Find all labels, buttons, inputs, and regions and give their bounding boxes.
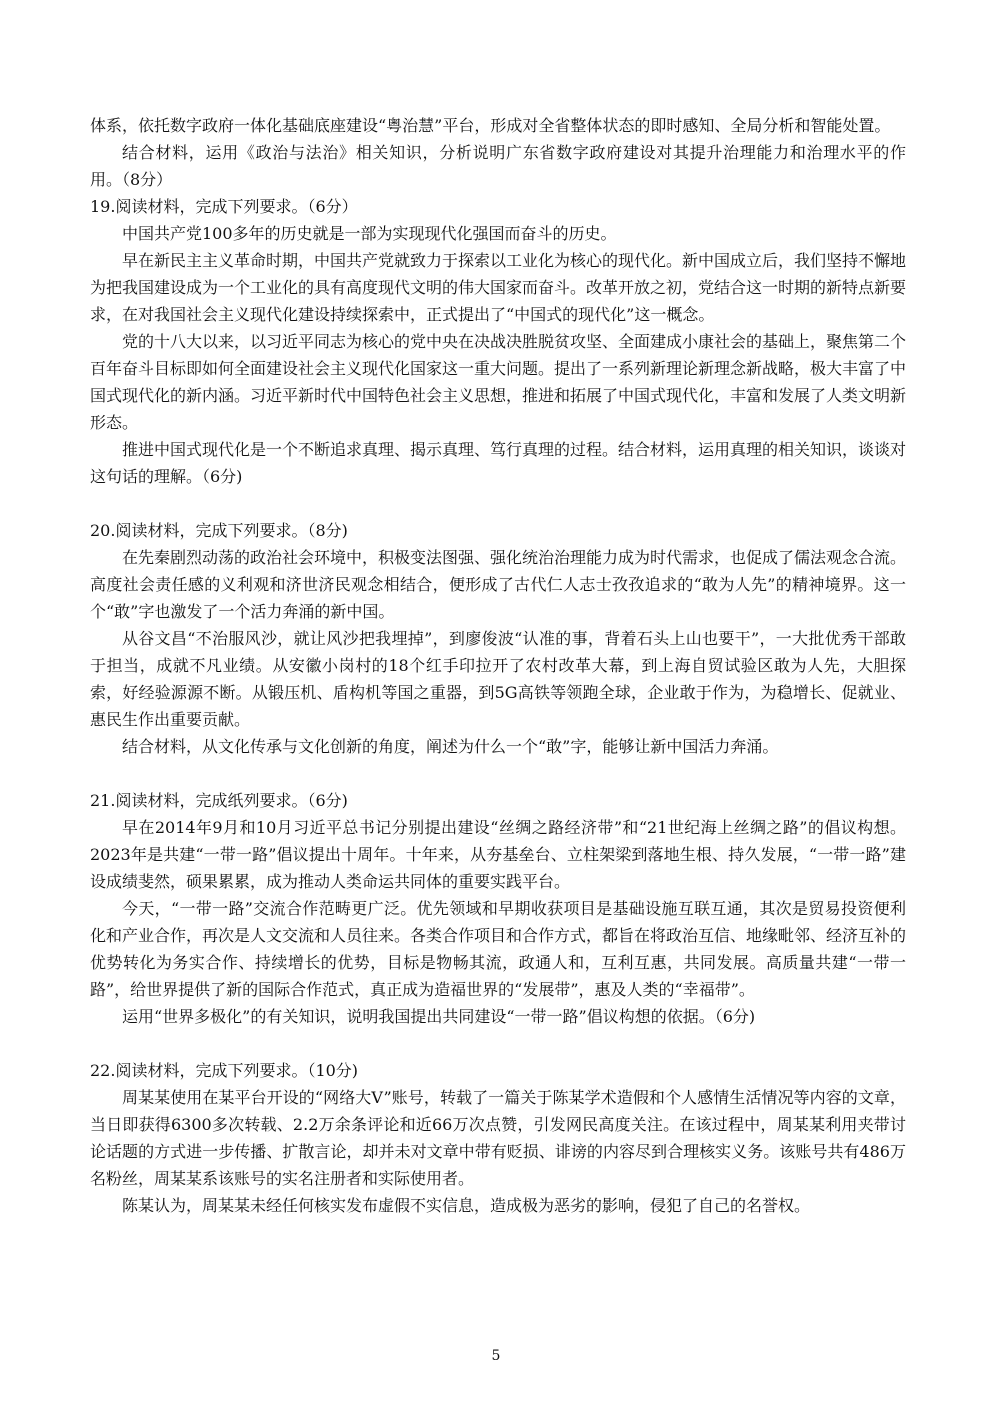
- q19-task: 推进中国式现代化是一个不断追求真理、揭示真理、笃行真理的过程。结合材料，运用真理的相关知识，谈谈对这句话的理解。（6分): [90, 440, 907, 486]
- page-content: [90, 112, 906, 1219]
- q20-task: 结合材料，从文化传承与文化创新的角度，阐述为什么一个“敢”字，能够让新中国活力奔涌。: [122, 737, 779, 756]
- q21-paragraph-1: 早在2014年9月和10月习近平总书记分别提出建设“丝绸之路经济带”和“21世纪海上丝绸之路”的倡议构想。2023年是共建“一带一路”倡议提出十周年。十年来，从夯基垒台、立柱架梁到落地生根、持久发展，“一带一路”建设成绩斐然，硕果累累，成为推动人类命运共同体的重要实践平台。: [90, 818, 906, 891]
- q22-paragraph-2: 陈某认为，周某某未经任何核实发布虚假不实信息，造成极为恶劣的影响，侵犯了自己的名誉权。: [122, 1196, 811, 1215]
- q18-task: 结合材料，运用《政治与法治》相关知识，分析说明广东省数字政府建设对其提升治理能力和治理水平的作用。（8分）: [90, 143, 906, 189]
- q19-paragraph-2: 早在新民主主义革命时期，中国共产党就致力于探索以工业化为核心的现代化。新中国成立后，我们坚持不懈地为把我国建设成为一个工业化的具有高度现代文明的伟大国家而奋斗。改革开放之初，党结合这一时期的新特点新要求，在对我国社会主义现代化建设持续探索中，正式提出了“中国式的现代化”这一概念。: [90, 251, 907, 324]
- q22-paragraph-1: 周某某使用在某平台开设的“网络大V”账号，转载了一篇关于陈某学术造假和个人感情生活情况等内容的文章，当日即获得6300多次转载、2.2万余条评论和近66万次点赞，引发网民高度关注。在该过程中，周某某利用夹带讨论话题的方式进一步传播、扩散言论，却并未对文章中带有贬损、诽谤的内容尽到合理核实义务。该账号共有486万名粉丝，周某某系该账号的实名注册者和实际使用者。: [90, 1088, 906, 1188]
- q21-task: 运用“世界多极化”的有关知识，说明我国提出共同建设“一带一路”倡议构想的依据。（6分): [122, 1007, 756, 1026]
- q19-paragraph-1: 中国共产党100多年的历史就是一部为实现现代化强国而奋斗的历史。: [122, 224, 617, 243]
- spacer: [90, 760, 906, 787]
- q20-paragraph-1: 在先秦剧烈动荡的政治社会环境中，积极变法图强、强化统治治理能力成为时代需求，也促成了儒法观念合流。高度社会责任感的义利观和济世济民观念相结合，便形成了古代仁人志士孜孜追求的“敢为人先”的精神境界。这一个“敢”字也激发了一个活力奔涌的新中国。: [90, 548, 907, 621]
- q22-heading: 22.阅读材料，完成下列要求。（10分): [90, 1061, 359, 1080]
- q19-heading: 19.阅读材料，完成下列要求。（6分）: [90, 197, 358, 216]
- q19-paragraph-3: 党的十八大以来，以习近平同志为核心的党中央在决战决胜脱贫攻坚、全面建成小康社会的基础上，聚焦第二个百年奋斗目标即如何全面建设社会主义现代化国家这一重大问题。提出了一系列新理论新理念新战略，极大丰富了中国式现代化的新内涵。习近平新时代中国特色社会主义思想，推进和拓展了中国式现代化，丰富和发展了人类文明新形态。: [90, 332, 907, 432]
- spacer: [90, 490, 906, 517]
- q20-paragraph-2: 从谷文昌“不治服风沙，就让风沙把我埋掉”，到廖俊波“认准的事，背着石头上山也要干”，一大批优秀干部敢于担当，成就不凡业绩。从安徽小岗村的18个红手印拉开了农村改革大幕，到上海自贸试验区敢为人先，大胆探索，好经验源源不断。从锻压机、盾构机等国之重器，到5G高铁等领跑全球，企业敢于作为，为稳增长、促就业、惠民生作出重要贡献。: [90, 629, 906, 729]
- q21-heading: 21.阅读材料，完成纸列要求。（6分): [90, 791, 348, 810]
- spacer: [90, 1030, 906, 1057]
- q20-heading: 20.阅读材料，完成下列要求。（8分): [90, 521, 348, 540]
- page-number: 5: [491, 1348, 501, 1364]
- q21-paragraph-2: 今天，“一带一路”交流合作范畴更广泛。优先领域和早期收获项目是基础设施互联互通，其次是贸易投资便利化和产业合作，再次是人文交流和人员往来。各类合作项目和合作方式，都旨在将政治互信、地缘毗邻、经济互补的优势转化为务实合作、持续增长的优势，目标是物畅其流，政通人和，互利互惠，共同发展。高质量共建“一带一路”，给世界提供了新的国际合作范式，真正成为造福世界的“发展带”，惠及人类的“幸福带”。: [90, 899, 907, 999]
- q18-continuation: 体系，依托数字政府一体化基础底座建设“粤治慧”平台，形成对全省整体状态的即时感知、全局分析和智能处置。: [90, 116, 891, 135]
